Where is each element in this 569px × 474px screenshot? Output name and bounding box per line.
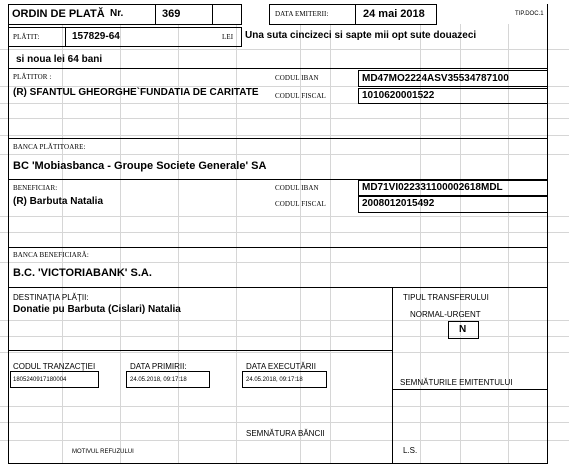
grid-line [300,24,301,464]
grid-line [0,440,569,441]
beneficiary-bank-label: BANCA BENEFICIARĂ: [13,251,89,259]
beneficiary-name: (R) Barbuta Natalia [13,196,104,207]
grid-line [0,352,569,353]
section-line [8,350,393,351]
received-date-label: DATA PRIMIRII: [130,362,187,371]
received-date: 24.05.2018, 09:17:18 [130,377,187,383]
transfer-code: N [459,324,467,335]
grid-line [0,118,569,119]
grid-line [0,232,569,233]
grid-line [0,422,569,423]
executed-date-label: DATA EXECUTĂRII [246,362,316,371]
divider [65,27,66,47]
payer-iban: MD47MO2224ASV35534787100 [362,73,509,84]
amount-box [8,27,242,47]
border-left [8,4,9,464]
currency-label: LEI [222,33,234,41]
border-bottom [8,463,548,464]
grid-line [0,135,569,136]
signature-line [392,389,548,390]
grid-line [0,49,569,50]
order-nr-label: Nr. [110,8,124,19]
section-line [8,138,548,139]
destination-text: Donatie pu Barbuta (Cislari) Natalia [13,304,181,315]
bank-signature-label: SEMNĂTURA BĂNCII [246,429,325,438]
grid-line [0,216,569,217]
transfer-type-label: TIPUL TRANSFERULUI [403,293,489,302]
order-number: 369 [162,8,181,20]
payer-fiscal-label: CODUL FISCAL [275,92,326,100]
grid-line [0,336,569,337]
order-title: ORDIN DE PLATĂ [12,8,105,20]
payer-label: PLĂTITOR : [13,73,52,81]
amount-in-words-line2: si noua lei 64 bani [16,54,103,65]
issue-date: 24 mai 2018 [363,8,425,20]
grid-line [0,262,569,263]
destination-label: DESTINAŢIA PLĂŢII: [13,293,89,302]
section-line [8,287,548,288]
amount-label: PLĂTIT: [13,33,40,41]
beneficiary-iban-label: CODUL IBAN [275,184,319,192]
payer-bank-label: BANCA PLĂTITOARE: [13,143,86,151]
divider [392,287,393,463]
section-line [8,68,548,69]
amount-value: 157829-64 [72,31,120,42]
transaction-code-label: CODUL TRANZACŢIEI [13,362,96,371]
refusal-reason-label: MOTIVUL REFUZULUI [72,449,134,455]
payer-fiscal-code: 1010620001522 [362,90,435,101]
beneficiary-fiscal-label: CODUL FISCAL [275,200,326,208]
section-line [8,247,548,248]
beneficiary-bank-name: B.C. 'VICTORIABANK' S.A. [13,267,152,279]
grid-line [0,406,569,407]
payer-iban-label: CODUL IBAN [275,74,319,82]
payer-bank-name: BC 'Mobiasbanca - Groupe Societe Generale' SA [13,160,267,172]
divider [212,4,213,25]
grid-line [0,154,569,155]
executed-date: 24.05.2018, 09:17:18 [246,377,303,383]
doc-type: TIP.DOC.1 [515,11,544,17]
beneficiary-fiscal-code: 2008012015492 [362,198,435,209]
seal-label: L.S. [403,446,418,455]
transaction-code: 1805240917180004 [13,377,67,383]
issuer-signatures-label: SEMNĂTURILE EMITENTULUI [400,378,513,387]
divider [355,4,356,25]
payer-name: (R) SFANTUL GHEORGHE`FUNDATIA DE CARITATE [13,87,259,98]
beneficiary-iban: MD71VI022331100002618MDL [362,182,503,193]
grid-line [0,320,569,321]
grid-line [330,24,331,464]
transfer-type: NORMAL-URGENT [410,310,481,319]
divider [155,4,156,25]
date-label: DATA EMITERII: [275,10,329,18]
amount-in-words-line1: Una suta cincizeci si sapte mii opt sute douazeci [245,30,477,41]
beneficiary-label: BENEFICIAR: [13,184,58,192]
